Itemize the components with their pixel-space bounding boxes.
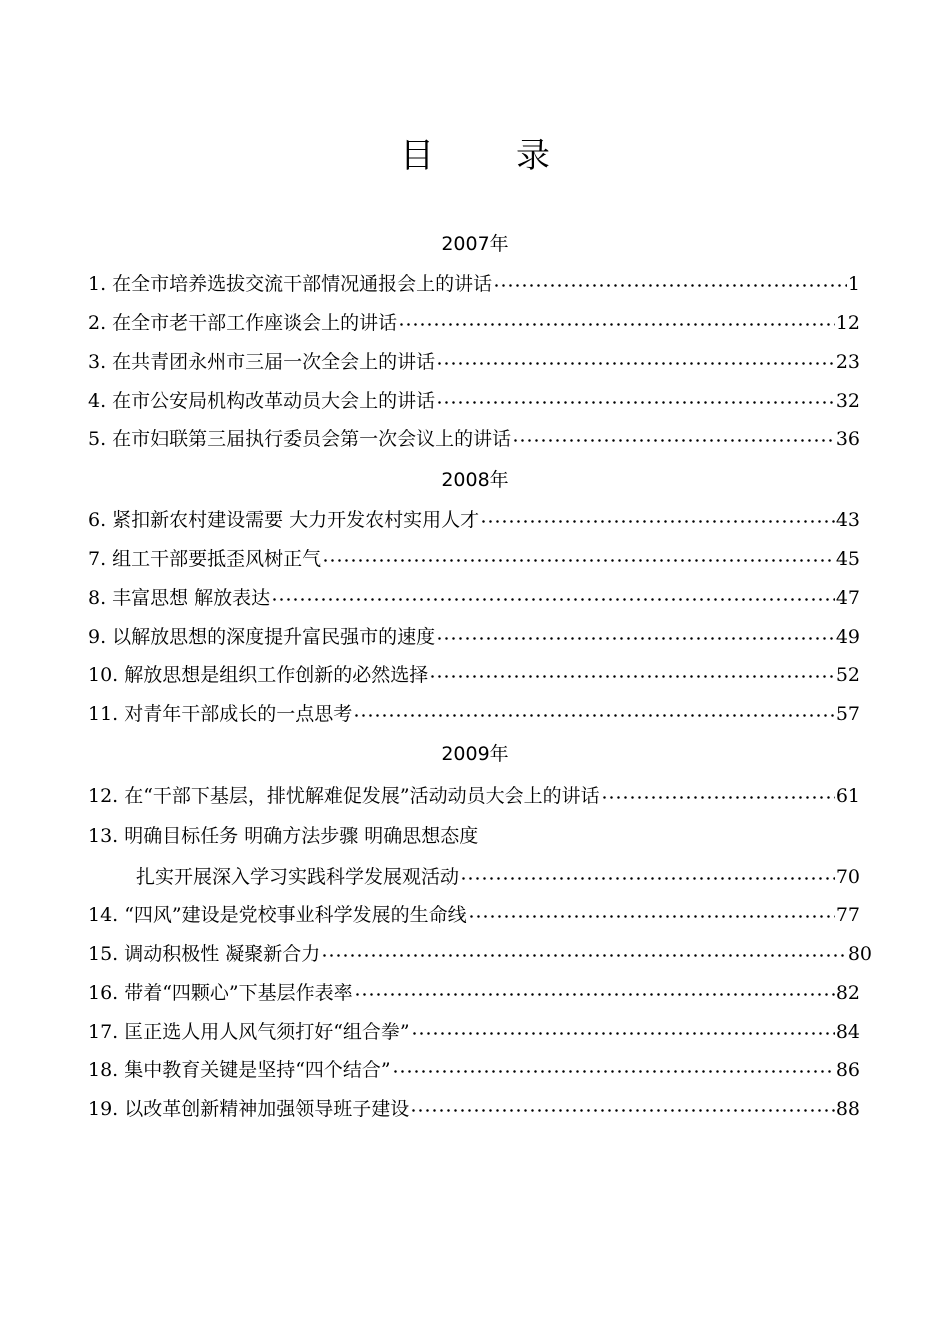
entry-title: 以解放思想的深度提升富民强市的速度 [112, 626, 436, 648]
entry-title: 在市妇联第三届执行委员会第一次会议上的讲话 [112, 428, 512, 450]
entry-number: 5. [88, 428, 107, 450]
toc-entry-2[interactable] [88, 309, 860, 337]
toc-entry-19[interactable] [88, 1095, 860, 1123]
toc-entry-14[interactable] [88, 901, 860, 929]
entry-number: 14. [88, 904, 119, 926]
entry-page: 61 [835, 785, 860, 807]
dot-leader [436, 635, 835, 642]
entry-number: 9. [88, 626, 107, 648]
entry-title: 明确目标任务 明确方法步骤 明确思想态度 [124, 825, 479, 847]
entry-number: 18. [88, 1059, 119, 1081]
dot-leader [436, 399, 835, 406]
entry-page: 12 [835, 312, 860, 334]
entry-page: 49 [835, 626, 860, 648]
entry-title: 紧扣新农村建设需要 大力开发农村实用人才 [112, 509, 480, 531]
entry-page: 45 [835, 548, 860, 570]
entry-title: 丰富思想 解放表达 [112, 587, 271, 609]
entry-number: 10. [88, 664, 119, 686]
entry-title: 在“干部下基层，排忧解难促发展”活动动员大会上的讲话 [124, 785, 600, 807]
entry-number: 12. [88, 785, 119, 807]
entry-title: 在共青团永州市三届一次全会上的讲话 [112, 351, 436, 373]
dot-leader [512, 437, 835, 444]
entry-number: 1. [88, 273, 107, 295]
entry-title: 集中教育关键是坚持“四个结合” [124, 1059, 391, 1081]
dot-leader [322, 557, 835, 564]
dot-leader [468, 913, 835, 920]
entry-title: 对青年干部成长的一点思考 [124, 703, 353, 725]
toc-entry-13-line2[interactable] [136, 863, 860, 891]
dot-leader [271, 596, 835, 603]
entry-page: 77 [835, 904, 860, 926]
entry-number: 16. [88, 982, 119, 1004]
toc-entry-8[interactable] [88, 584, 860, 612]
toc-entry-18[interactable] [88, 1056, 860, 1084]
entry-page: 82 [835, 982, 860, 1004]
dot-leader [353, 712, 835, 719]
entry-page: 52 [835, 664, 860, 686]
page-title: 目 录 [400, 136, 574, 176]
toc-entry-5[interactable] [88, 425, 860, 453]
entry-title-line2: 扎实开展深入学习实践科学发展观活动 [136, 866, 460, 888]
toc-entry-1[interactable] [88, 270, 860, 298]
entry-title: 在全市老干部工作座谈会上的讲话 [112, 312, 398, 334]
entry-page: 36 [835, 428, 860, 450]
entry-page: 80 [847, 943, 872, 965]
toc-entry-10[interactable] [88, 661, 860, 689]
toc-entry-6[interactable] [88, 506, 860, 534]
entry-page: 47 [835, 587, 860, 609]
toc-entry-11[interactable] [88, 700, 860, 728]
entry-number: 8. [88, 587, 107, 609]
toc-entry-9[interactable] [88, 623, 860, 651]
year-heading-2008: 2008年 [441, 469, 509, 491]
entry-page: 1 [847, 273, 860, 295]
dot-leader [321, 952, 847, 959]
entry-page: 23 [835, 351, 860, 373]
entry-number: 17. [88, 1021, 119, 1043]
entry-page: 88 [835, 1098, 860, 1120]
entry-page: 86 [835, 1059, 860, 1081]
entry-title: 以改革创新精神加强领导班子建设 [124, 1098, 410, 1120]
toc-entry-15[interactable] [88, 940, 872, 968]
entry-title: 匡正选人用人风气须打好“组合拳” [124, 1021, 410, 1043]
dot-leader [354, 991, 835, 998]
entry-number: 13. [88, 825, 119, 847]
year-heading-2007: 2007年 [441, 233, 509, 255]
dot-leader [429, 673, 835, 680]
entry-title: 在全市培养选拔交流干部情况通报会上的讲话 [112, 273, 493, 295]
year-heading-2009: 2009年 [441, 743, 509, 765]
entry-title: 解放思想是组织工作创新的必然选择 [124, 664, 429, 686]
toc-entry-7[interactable] [88, 545, 860, 573]
dot-leader [410, 1107, 835, 1114]
dot-leader [460, 875, 835, 882]
entry-page: 32 [835, 390, 860, 412]
entry-number: 6. [88, 509, 107, 531]
entry-page: 70 [835, 866, 860, 888]
dot-leader [392, 1068, 835, 1075]
entry-title: 调动积极性 凝聚新合力 [124, 943, 321, 965]
entry-title: 带着“四颗心”下基层作表率 [124, 982, 353, 1004]
entry-number: 4. [88, 390, 107, 412]
dot-leader [411, 1030, 835, 1037]
entry-number: 2. [88, 312, 107, 334]
entry-number: 11. [88, 703, 119, 725]
toc-entry-13[interactable] [88, 822, 860, 850]
entry-page: 43 [835, 509, 860, 531]
entry-number: 15. [88, 943, 119, 965]
entry-number: 3. [88, 351, 107, 373]
toc-entry-4[interactable] [88, 387, 860, 415]
dot-leader [601, 794, 835, 801]
entry-page: 84 [835, 1021, 860, 1043]
entry-page: 57 [835, 703, 860, 725]
dot-leader [436, 360, 835, 367]
toc-entry-17[interactable] [88, 1018, 860, 1046]
entry-title: 组工干部要抵歪风树正气 [112, 548, 322, 570]
entry-title: “四风”建设是党校事业科学发展的生命线 [124, 904, 467, 926]
entry-number: 19. [88, 1098, 119, 1120]
toc-entry-3[interactable] [88, 348, 860, 376]
entry-number: 7. [88, 548, 107, 570]
dot-leader [493, 282, 847, 289]
dot-leader [480, 518, 835, 525]
entry-title: 在市公安局机构改革动员大会上的讲话 [112, 390, 436, 412]
toc-entry-12[interactable] [88, 782, 860, 810]
dot-leader [398, 321, 835, 328]
toc-entry-16[interactable] [88, 979, 860, 1007]
